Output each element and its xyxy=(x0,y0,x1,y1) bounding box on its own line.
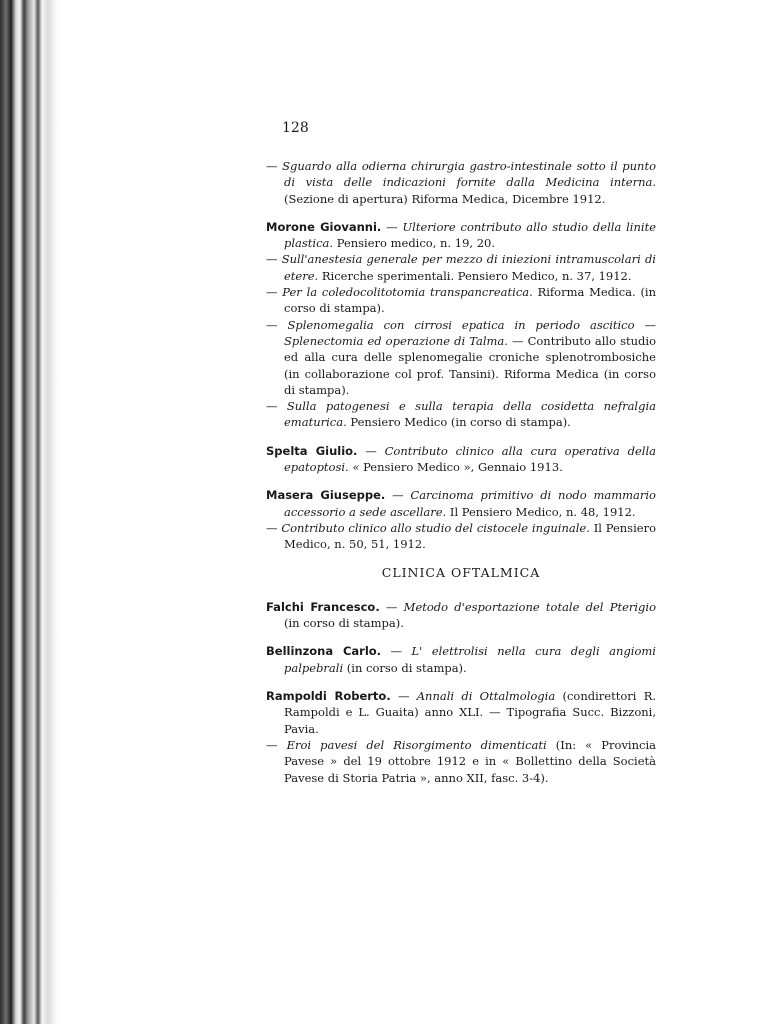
publication-item: Rampoldi Roberto. — Annali di Ottalmologia (condirettori R. Rampoldi e L. Guaita) anno XLI. — Tipografia Succ. Bizzoni, Pavia. xyxy=(266,689,657,736)
bibliography-entry xyxy=(266,158,656,207)
bibliography-entry xyxy=(266,487,656,552)
publication-title: Contributo clinico alla cura operativa della epatoptosi. xyxy=(284,443,656,475)
bibliography-entry xyxy=(266,219,656,431)
publication-details: (Sezione di apertura) Riforma Medica, Dicembre 1912. xyxy=(284,191,606,206)
author-name: Falchi Francesco. xyxy=(266,599,380,614)
publication-details: « Pensiero Medico », Gennaio 1913. xyxy=(348,460,563,475)
publication-details: Il Pensiero Medico, n. 48, 1912. xyxy=(446,504,636,519)
author-name: Bellinzona Carlo. xyxy=(266,644,382,659)
publication-title: Contributo clinico allo studio del cistocele inguinale. xyxy=(281,520,590,535)
publication-title: Sguardo alla odierna chirurgia gastro-intestinale sotto il punto di vista delle indicazioni fornite dalla Medicina interna. xyxy=(282,159,656,190)
publication-title: Metodo d'esportazione totale del Pterigio xyxy=(403,599,657,614)
publication-item: — Eroi pavesi del Risorgimento dimenticati (In: « Provincia Pavese » del 19 ottobre 1912 e in « Bollettino della Società Pavese di Storia Patria », anno XII, fasc. 3-4). xyxy=(266,737,656,785)
bibliography-entry xyxy=(266,443,656,476)
publication-details: (condirettori R. Rampoldi e L. Guaita) anno XLI. — Tipografia Succ. Bizzoni, Pavia. xyxy=(284,689,657,736)
publication-title: Splenomegalia con cirrosi epatica in periodo ascitico — Splenectomia ed operazione di Talma. xyxy=(284,317,656,348)
publication-item: — Sull'anestesia generale per mezzo di iniezioni intramuscolari di etere. Ricerche sperimentali. Pensiero Medico, n. 37, 1912. xyxy=(266,252,656,283)
publication-item: Bellinzona Carlo. — L' elettrolisi nella cura degli angiomi palpebrali (in corso di stampa). xyxy=(266,644,656,675)
bibliography-entry xyxy=(266,643,656,676)
publication-title: Ulteriore contributo allo studio della linite plastica. xyxy=(284,219,656,251)
publication-item: — Per la coledocolitotomia transpancreatica. Riforma Medica. (in corso di stampa). xyxy=(266,285,657,316)
publication-details: Riforma Medica. (in corso di stampa). xyxy=(284,285,657,316)
publication-item: — Sulla patogenesi e sulla terapia della cosidetta nefralgia ematurica. Pensiero Medico (in corso di stampa). xyxy=(266,399,657,430)
publication-item: Falchi Francesco. — Metodo d'esportazione totale del Pterigio (in corso di stampa). xyxy=(266,599,657,631)
publication-item: — Splenomegalia con cirrosi epatica in periodo ascitico — Splenectomia ed operazione di Talma. — Contributo allo studio ed alla cura delle splenomegalie croniche splenotrombosiche (in collaborazione col prof. Tansini). Riforma Medica (in corso di stampa). xyxy=(266,317,656,397)
publication-title: Sull'anestesia generale per mezzo di iniezioni intramuscolari di etere. xyxy=(281,252,656,283)
page-number: 128 xyxy=(282,120,309,136)
publication-title: Annali di Ottalmologia xyxy=(416,689,556,704)
publication-title: Per la coledocolitotomia transpancreatica. xyxy=(282,285,533,300)
bibliography-entry xyxy=(266,688,656,786)
publication-details: — Contributo allo studio ed alla cura delle splenomegalie croniche splenotrombosiche (in collaborazione col prof. Tansini). Riforma Medica (in corso di stampa). xyxy=(284,333,656,397)
publication-details: Pensiero medico, n. 19, 20. xyxy=(333,236,495,251)
publication-item: — Sguardo alla odierna chirurgia gastro-intestinale sotto il punto di vista delle indicazioni fornite dalla Medicina interna. (Sezione di apertura) Riforma Medica, Dicembre 1912. xyxy=(266,159,656,206)
publication-title: Eroi pavesi del Risorgimento dimenticati xyxy=(286,737,547,752)
author-name: Morone Giovanni. xyxy=(266,219,382,234)
publication-details: Pensiero Medico (in corso di stampa). xyxy=(346,415,571,430)
publication-title: Sulla patogenesi e sulla terapia della cosidetta nefralgia ematurica. xyxy=(284,399,657,430)
author-name: Spelta Giulio. xyxy=(266,443,358,458)
publication-details: (in corso di stampa). xyxy=(284,616,404,631)
author-name: Rampoldi Roberto. xyxy=(266,689,391,704)
author-name: Masera Giuseppe. xyxy=(266,488,386,503)
publication-item: Spelta Giulio. — Contributo clinico alla cura operativa della epatoptosi. « Pensiero Medico », Gennaio 1913. xyxy=(266,443,656,475)
publication-item: Morone Giovanni. — Ulteriore contributo allo studio della linite plastica. Pensiero medico, n. 19, 20. xyxy=(266,219,656,251)
bibliography-content xyxy=(266,158,656,798)
publication-details: Ricerche sperimentali. Pensiero Medico, n. 37, 1912. xyxy=(318,268,632,283)
publication-details: Il Pensiero Medico, n. 50, 51, 1912. xyxy=(284,520,656,552)
book-binding-edge xyxy=(0,0,62,1024)
publication-title: L' elettrolisi nella cura degli angiomi palpebrali xyxy=(284,644,656,675)
publication-item: — Contributo clinico allo studio del cistocele inguinale. Il Pensiero Medico, n. 50, 51, 1912. xyxy=(266,520,656,552)
publication-item: Masera Giuseppe. — Carcinoma primitivo di nodo mammario accessorio a sede ascellare. Il Pensiero Medico, n. 48, 1912. xyxy=(266,488,656,519)
publication-title: Carcinoma primitivo di nodo mammario accessorio a sede ascellare. xyxy=(284,488,656,519)
bibliography-entry xyxy=(266,599,656,632)
section-heading: CLINICA OFTALMICA xyxy=(381,564,541,580)
publication-details: (In: « Provincia Pavese » del 19 ottobre 1912 e in « Bollettino della Società Pavese di Storia Patria », anno XII, fasc. 3-4). xyxy=(284,737,656,785)
publication-details: (in corso di stampa). xyxy=(343,660,467,675)
